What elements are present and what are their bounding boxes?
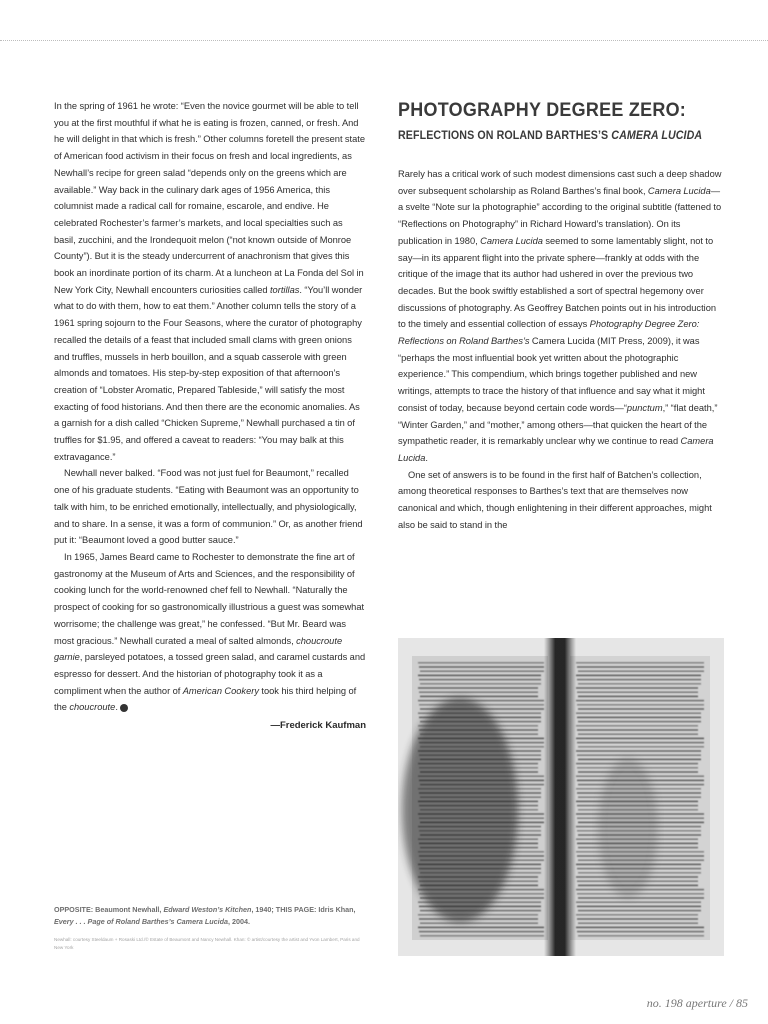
book-gutter-shadow	[544, 638, 576, 956]
italic-run: tortillas	[269, 284, 300, 295]
article-headline: PHOTOGRAPHY DEGREE ZERO:	[398, 99, 687, 121]
page-text-line	[420, 670, 544, 672]
page-text-line	[418, 927, 544, 929]
page-text-line	[577, 906, 701, 908]
page-text-line	[578, 922, 698, 924]
book-photograph-svg	[398, 638, 724, 956]
article-subhead: REFLECTIONS ON ROLAND BARTHES’S CAMERA LUCIDA	[398, 129, 703, 142]
photo-caption: OPPOSITE: Beaumont Newhall, Edward Weston’s Kitchen, 1940; THIS PAGE: Idris Khan, Every . . . Page of Roland Barthes’s Camera Lucida, 2004.	[54, 905, 356, 926]
page-text-line	[578, 910, 701, 912]
page-text-line	[418, 662, 544, 664]
page-text-line	[420, 683, 541, 685]
book-photograph-image	[398, 638, 724, 956]
page-text-line	[419, 931, 544, 933]
page-text-line	[576, 700, 704, 702]
page-text-line	[576, 675, 701, 677]
italic-run: Edward Weston’s Kitchen	[163, 905, 252, 914]
page-text-line	[418, 687, 538, 689]
italic-run: Every . . . Page of Roland Barthes’s Camera Lucida	[54, 917, 229, 926]
page-folio: no. 198 aperture / 85	[646, 996, 748, 1010]
italic-run: Camera Lucida	[480, 235, 543, 246]
page-text-line	[577, 893, 704, 895]
page-text-line	[576, 750, 701, 752]
page-text-line	[420, 935, 544, 937]
italic-run: Photography Degree Zero: Reflections on Roland Barthes’s	[398, 319, 700, 347]
left-paragraph-3-text: In 1965, James Beard came to Rochester to demonstrate the fine art of gastronomy at the Museum of Arts and Sciences, and the responsibility of cooking lunch for the world-renowned chef fell to Newhall. “Naturally the prospect of cooking for so gastronomically illustrious a guest was somewhat worrisome; the challenge was great,” he confessed. “But Mr. Beard was most gracious.” Newhall curated a meal of salted almonds, choucroute garnie, parsleyed potatoes, a tossed green salad, and caramel custards and espresso for dessert. And the historian of photography took it as a compliment when the author of American Cookery took his third helping of the choucroute.	[54, 551, 366, 713]
page-text-line	[578, 721, 701, 723]
page-text-line	[420, 696, 538, 698]
page-text-line	[419, 679, 541, 681]
left-paragraph-2: Newhall never balked. “Food was not just fuel for Beaumont,” recalled one of his graduate students. “Eating with Beaumont was an opportunity to talk with him, to be enriched emotionally, intellectually, and physiologically, and to share. In a sense, it was a form of communion.” Or, as another friend put it: “Beaumont loved a good butter sauce.”	[54, 468, 363, 546]
page-text-line	[418, 675, 541, 677]
end-mark-icon: a	[120, 704, 128, 712]
page-text-line	[578, 935, 704, 937]
italic-run: Camera Lucida	[398, 436, 714, 463]
author-byline: —Frederick Kaufman	[270, 720, 366, 732]
italic-run: punctum	[626, 402, 663, 413]
article-paragraph-2: One set of answers is to be found in the first half of Batchen’s collection, among theoretical responses to Barthes’s text that are themselves now canonical and which, though enlightening in their different approaches, might also be said to stand in the	[398, 469, 712, 530]
page-text-line	[578, 897, 704, 899]
page-text-line	[578, 670, 704, 672]
top-dotted-rule	[0, 40, 768, 41]
page-text-line	[577, 931, 704, 933]
italic-run: CAMERA LUCIDA	[611, 129, 703, 142]
page-text-line	[419, 704, 544, 706]
page-text-line	[577, 918, 698, 920]
page-text-line	[419, 691, 538, 693]
page-text-line	[576, 712, 701, 714]
left-paragraph-1: In the spring of 1961 he wrote: “Even the novice gourmet will be able to tell you at the first mouthful if what he is eating is frozen, canned, or fresh. And he will delight in that which is fresh.” Other columns foretell the present state of American food activism in their focus on fresh and local ingredients, as Newhall’s recipe for green salad “depends only on the greens which are available.” Way back in the culinary dark ages of 1956 America, this columnist made a radical call for romaine, escarole, and endive. He celebrated Rochester’s farmer’s markets, and local specialties such as basil, zucchini, and the Irondequoit melon (“not known outside of Monroe County”). But it is the steady undercurrent of anachronism that gives this book an inordinate portion of its charm. At a luncheon at La Fonda del Sol in New York City, Newhall encounters curiosities called tortillas. “You’ll wonder what to do with them, how to eat them.” Another column tells the story of a 1961 spring sojourn to the Four Seasons, where the curator of photography recalled the details of a feast that included small clams with green onions and truffles, mussels in herb bouillon, and a squab casserole with green almonds and tomatoes. His step-by-step exposition of that afternoon’s creation of “Lobster Aromatic, Prepared Tableside,” will satisfy the most exacting of food historians. And then there are the economic anomalies. As a garnish for a dish called “Chicken Supreme,” Newhall purchased a tin of truffles for $1.95, and offered a caveat to readers: “You may balk at this extravagance.”	[54, 101, 366, 462]
page-text-line	[577, 742, 704, 744]
page-text-line	[578, 708, 704, 710]
page-text-line	[419, 666, 544, 668]
italic-run: choucroute	[69, 702, 116, 713]
page-text-line	[576, 901, 701, 903]
dark-smudge-right	[598, 758, 658, 898]
page-text-line	[577, 691, 698, 693]
page-text-line	[578, 746, 704, 748]
page-text-line	[577, 717, 701, 719]
page-text-line	[577, 679, 701, 681]
italic-run: American Cookery	[182, 685, 259, 696]
left-paragraph-3	[54, 549, 366, 716]
page-text-line	[578, 696, 698, 698]
page-text-line	[420, 922, 538, 924]
article-body	[398, 166, 724, 533]
italic-run: Camera Lucida	[647, 185, 711, 196]
page-text-line	[576, 687, 698, 689]
page-text-line	[418, 700, 544, 702]
left-column	[54, 98, 366, 734]
page-text-line	[578, 759, 701, 761]
page-text-line	[576, 662, 704, 664]
page-text-line	[419, 918, 538, 920]
photo-credits: Newhall: courtesy Steeldaum + Rosaski Ltd./© Estate of Beaumont and Nancy Newhall. Khan: © artist/courtesy the artist and Yvon Lambert, Paris and New York	[54, 937, 360, 950]
page-text-line	[577, 666, 704, 668]
page-text-line	[576, 738, 704, 740]
article-paragraph-1: Rarely has a critical work of such modest dimensions cast such a deep shadow over subsequent scholarship as Roland Barthes’s final book, Camera Lucida—a svelte “Note sur la photographie” according to the original subtitle (fattened to “Reflections on Photography” in Richard Howard’s translation). On its publication in 1980, Camera Lucida seemed to some lamentably slight, not to say—in its apparent flight into the private sphere—frankly at odds with the critique of the image that its author had ushered in over the previous two decades. But the book swiftly established a sort of spectral hegemony over discussions of photography. As Geoffrey Batchen points out in his introduction to the timely and essential collection of essays Photography Degree Zero: Reflections on Roland Barthes’s Camera Lucida (MIT Press, 2009), it was “perhaps the most influential book yet written about the photographic experience.” This compendium, which brings together published and new writings, attempts to trace the history of that influence and say what it might consist of today, because beyond certain code words—“punctum,” “flat death,” “Winter Garden,” and “mother,” among others—that quicken the heart of the sympathetic reader, it is remarkably unclear why we continue to read Camera Lucida.	[398, 169, 722, 463]
italic-run: choucroute garnie	[54, 635, 343, 663]
right-column	[398, 98, 724, 533]
page-text-line	[577, 704, 704, 706]
page-text-line	[578, 733, 698, 735]
page-text-line	[578, 683, 701, 685]
page-text-line	[576, 725, 698, 727]
page-text-line	[576, 914, 698, 916]
page-text-line	[576, 927, 704, 929]
page-text-line	[577, 754, 701, 756]
page-text-line	[577, 729, 698, 731]
dark-smudge-left	[402, 698, 518, 922]
